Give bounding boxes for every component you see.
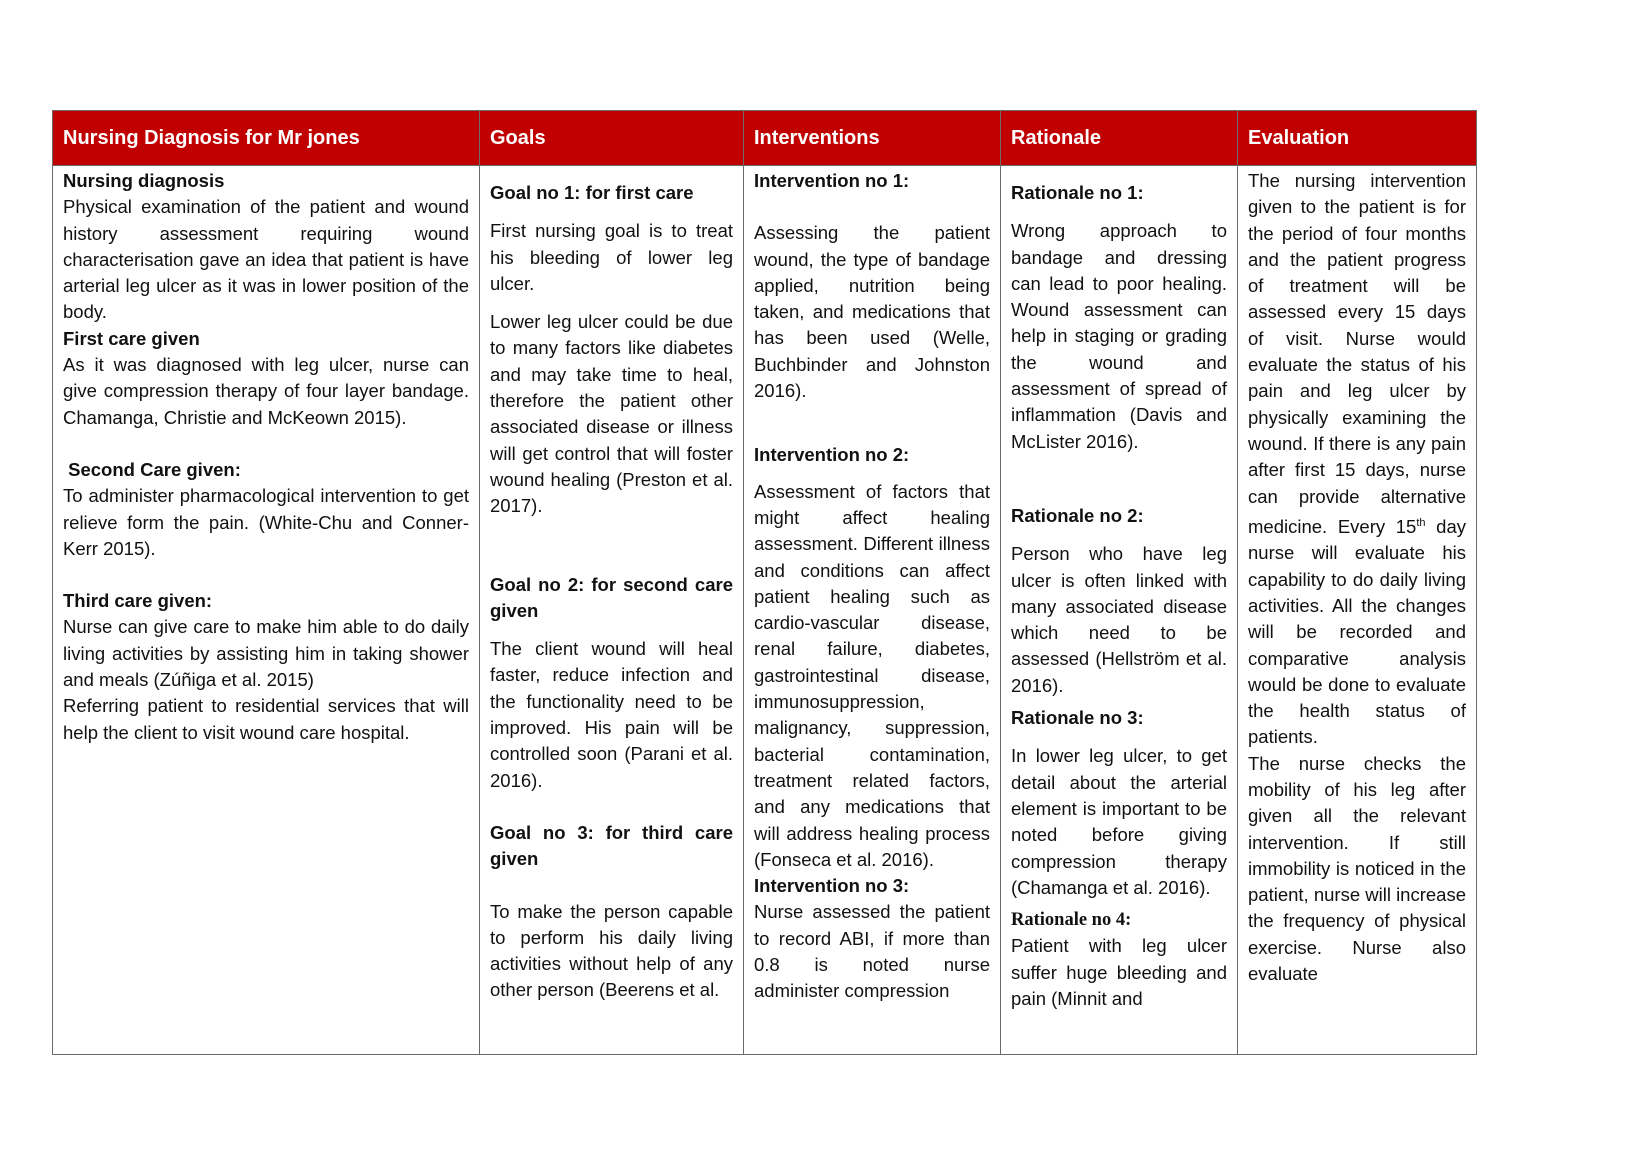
third-care-heading: Third care given: (63, 590, 213, 612)
care-plan-table (52, 110, 1477, 1055)
rationale-1-heading: Rationale no 1: (1011, 182, 1144, 203)
table-header-row (53, 111, 1476, 166)
intervention-2-text: Assessment of factors that might affect healing assessment. Different illness and conditions can affect patient healing such as cardio-vascular disease, renal failure, diabetes, gastrointestinal disease, immunosuppression, malignancy, suppression, bacterial contamination, treatment related factors, and any medications that will address healing process (Fonseca et al. 2016). (754, 480, 990, 870)
rationale-3-heading: Rationale no 3: (1011, 707, 1144, 729)
second-care-text: To administer pharmacological intervention to get relieve form the pain. (White-Chu and Conner-Kerr 2015). (63, 485, 469, 559)
third-care-text: Nurse can give care to make him able to do daily living activities by assisting him in taking shower and meals (Zúñiga et al. 2015) (63, 616, 469, 691)
goal-2-heading: Goal no 2: for second care given (490, 573, 733, 621)
header-nursing-diagnosis: Nursing Diagnosis for Mr jones (53, 111, 480, 165)
rationale-cell (1001, 166, 1238, 1054)
evaluation-mobility-text: The nurse checks the mobility of his leg after given all the relevant intervention. If still immobility is noticed in the patient, nurse will increase the frequency of physical exercise. Nurse also evaluate (1248, 752, 1466, 985)
referral-text: Referring patient to residential services that will help the client to visit wound care hospital. (63, 695, 469, 743)
intervention-3-heading: Intervention no 3: (754, 875, 910, 897)
ordinal-suffix: th (1416, 516, 1426, 529)
goal-1-detail: Lower leg ulcer could be due to many factors like diabetes and may take time to heal, therefore the patient other associated disease or illness will get control that will foster wound healing (Preston et al. 2017). (490, 311, 733, 517)
header-goals: Goals (480, 111, 744, 165)
goal-2-text: The client wound will heal faster, reduce infection and the functionality need to be improved. His pain will be controlled soon (Parani et al. 2016). (490, 638, 733, 791)
interventions-cell (744, 166, 1001, 1054)
goal-1-heading: Goal no 1: for first care (490, 182, 694, 203)
intervention-1-heading: Intervention no 1: (754, 170, 910, 191)
first-care-text: As it was diagnosed with leg ulcer, nurse can give compression therapy of four layer bandage. Chamanga, Christie and McKeown 2015). (63, 354, 469, 428)
diagnosis-cell (53, 166, 480, 1054)
first-care-heading: First care given (63, 327, 200, 349)
table-body-row (53, 166, 1476, 1054)
diagnosis-text: Physical examination of the patient and wound history assessment requiring wound characterisation gave an idea that patient is have arterial leg ulcer as it was in lower position of the body. (63, 196, 469, 323)
evaluation-text-part-2: day nurse will evaluate his capability to do daily living activities. All the changes will be recorded and comparative analysis would be done to evaluate the health status of patients. (1248, 516, 1467, 748)
intervention-3-text: Nurse assessed the patient to record ABI, if more than 0.8 is noted nurse administer compression (754, 901, 990, 1002)
goal-3-text: To make the person capable to perform his daily living activities without help of any other person (Beerens et al. (490, 900, 733, 1001)
goal-3-heading: Goal no 3: for third care given (490, 821, 733, 870)
intervention-2-heading: Intervention no 2: (754, 444, 910, 466)
rationale-2-heading: Rationale no 2: (1011, 504, 1144, 526)
intervention-1-text: Assessing the patient wound, the type of bandage applied, nutrition being taken, and medications that has been used (Welle, Buchbinder and Johnston 2016). (754, 222, 990, 402)
rationale-3-text: In lower leg ulcer, to get detail about the arterial element is important to be noted before giving compression therapy (Chamanga et al. 2016). (1011, 745, 1227, 898)
header-interventions: Interventions (744, 111, 1001, 165)
goals-cell (480, 166, 744, 1054)
goal-1-text: First nursing goal is to treat his bleeding of lower leg ulcer. (490, 220, 733, 294)
rationale-2-text: Person who have leg ulcer is often linked with many associated disease which need to be assessed (Hellström et al. 2016). (1011, 543, 1227, 696)
evaluation-text (1248, 168, 1466, 751)
header-rationale: Rationale (1001, 111, 1238, 165)
rationale-4-heading: Rationale no 4: (1011, 910, 1132, 931)
header-evaluation: Evaluation (1248, 126, 1350, 149)
second-care-heading: Second Care given: (63, 458, 241, 480)
rationale-1-text: Wrong approach to bandage and dressing can lead to poor healing. Wound assessment can help in staging or grading the wound and assessment of spread of inflammation (Davis and McLister 2016). (1011, 220, 1227, 452)
rationale-4-text: Patient with leg ulcer suffer huge bleeding and pain (Minnit and (1011, 935, 1227, 1010)
evaluation-cell (1238, 166, 1476, 1054)
diagnosis-heading: Nursing diagnosis (63, 170, 225, 191)
evaluation-text-part-1: The nursing intervention given to the patient is for the period of four months and the patient progress of treatment will be assessed every 15 days of visit. Nurse would evaluate the status of his pain and leg ulcer by physically examining the wound. If there is any pain after first 15 days, nurse can provide alternative medicine. Every 15 (1248, 170, 1466, 538)
